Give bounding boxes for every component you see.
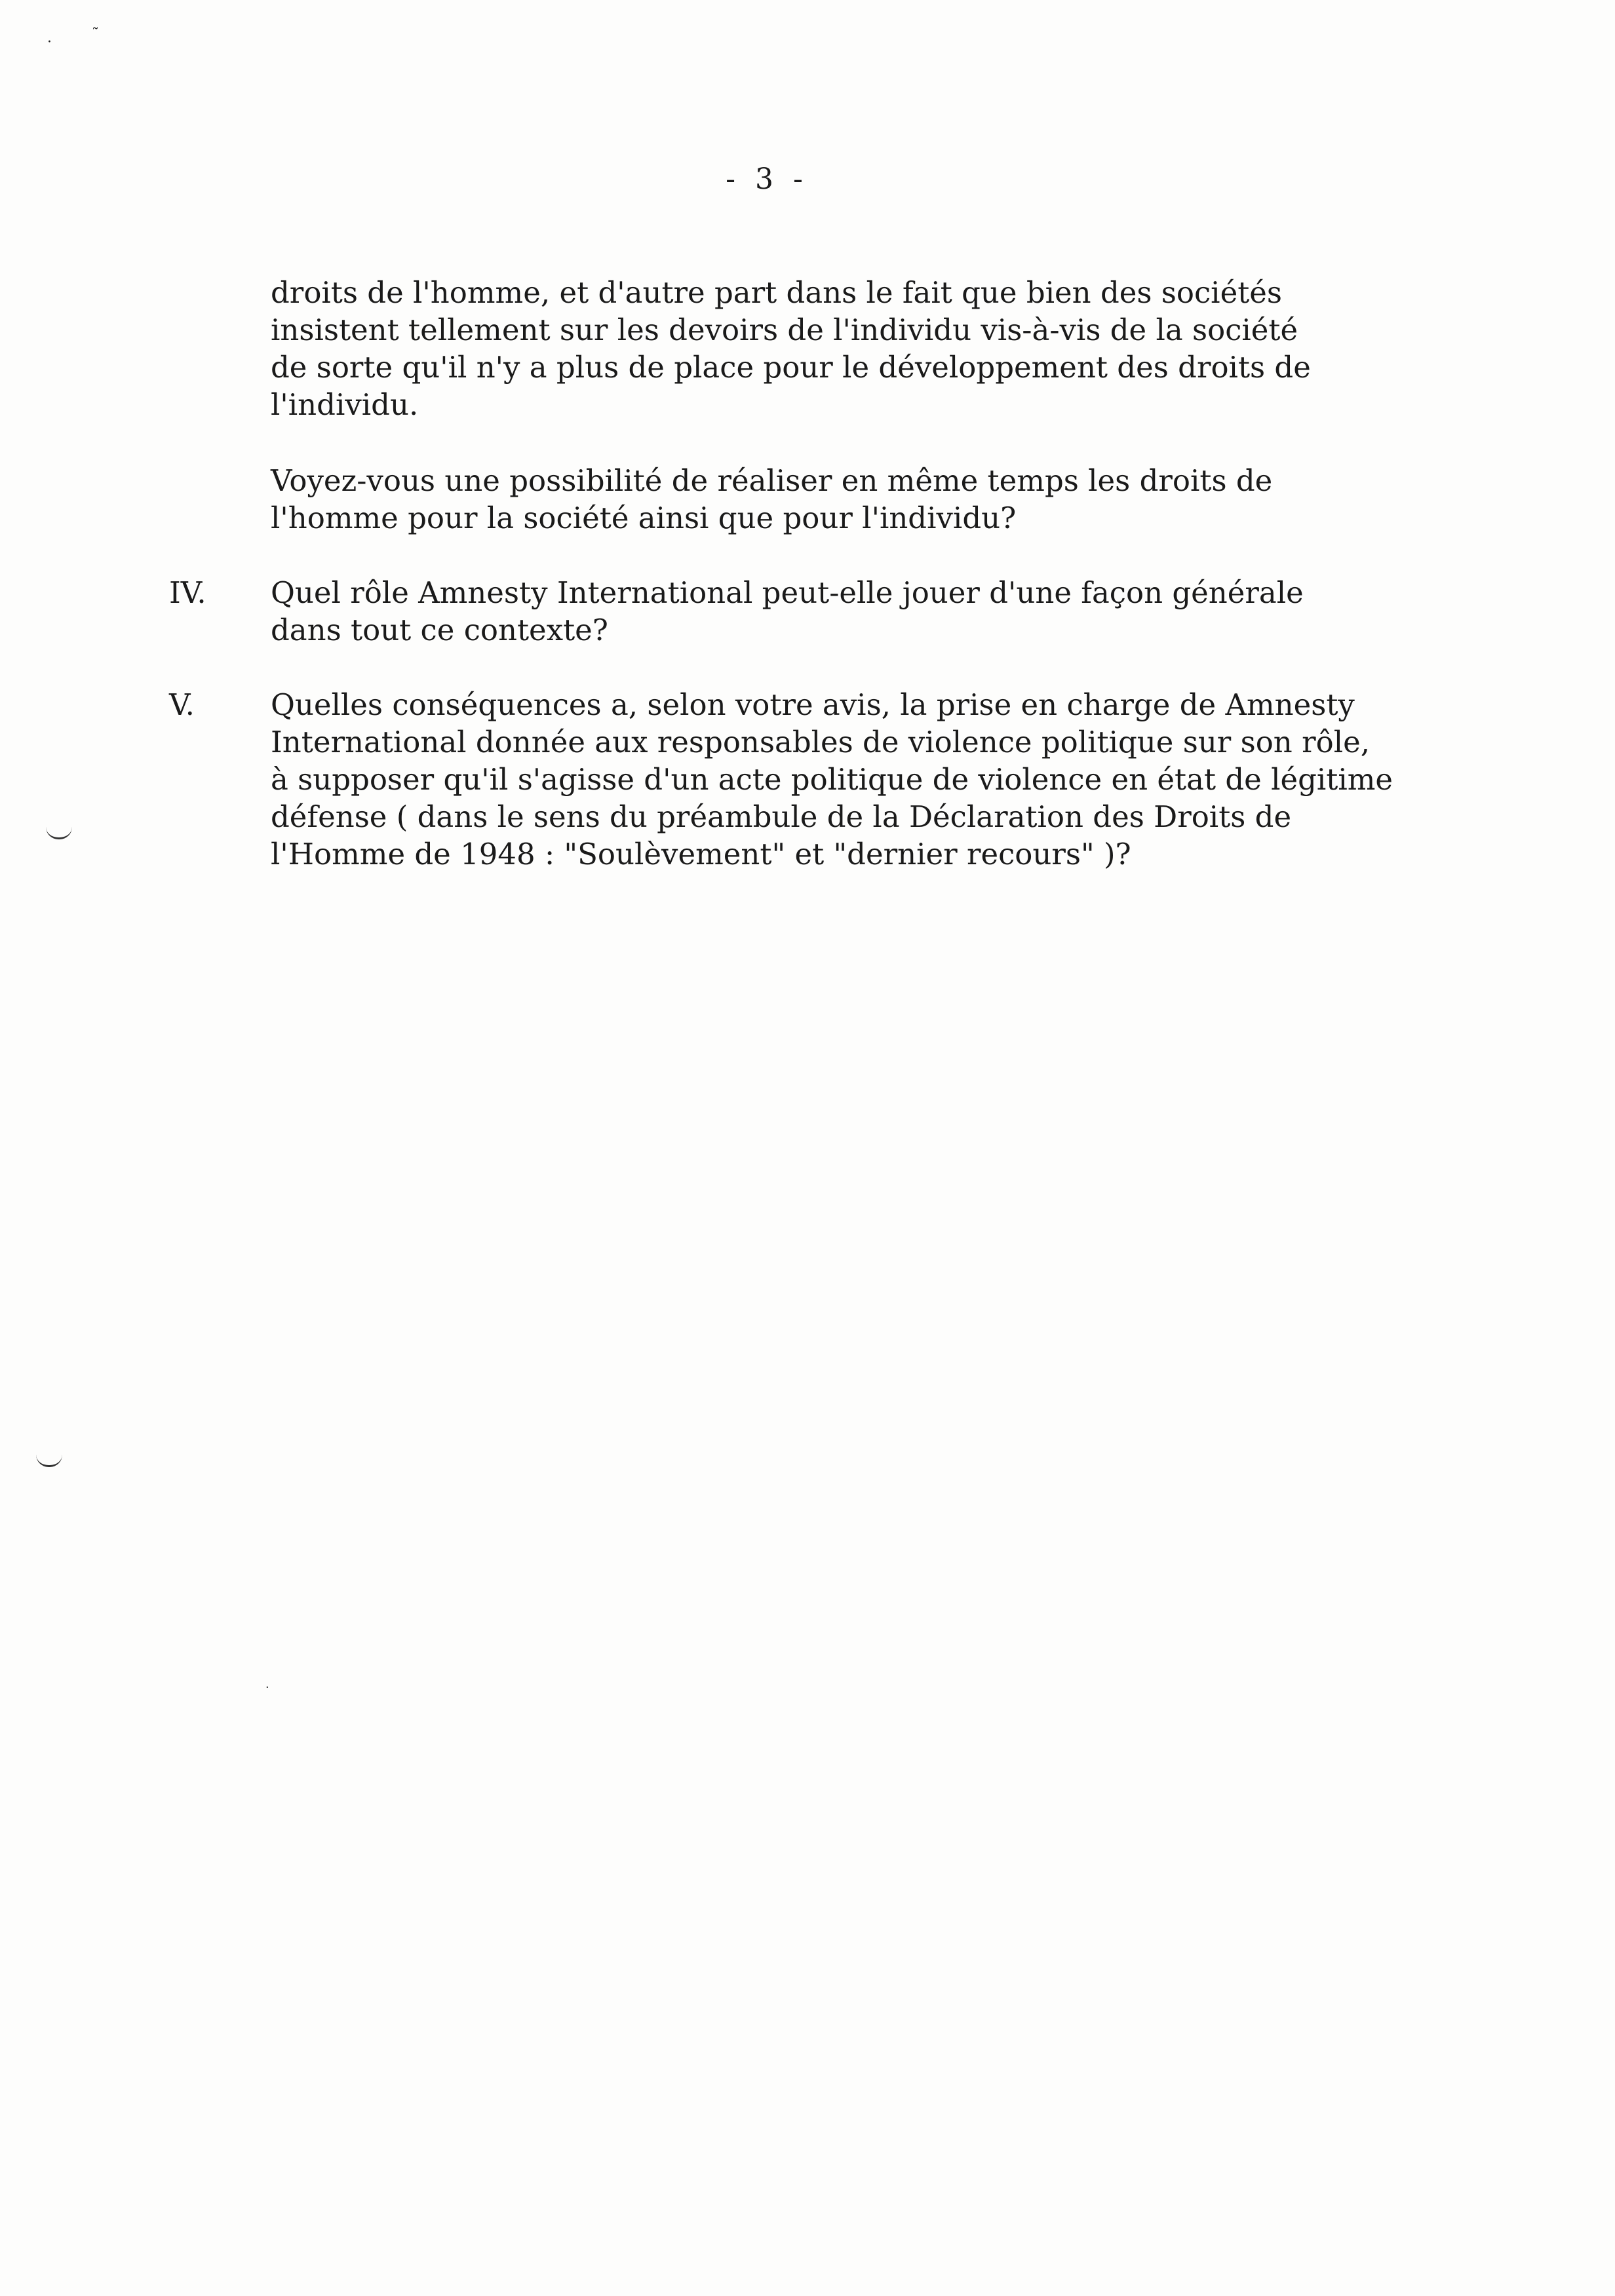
text-line: l'Homme de 1948 : "Soulèvement" et "dernier recours" )?: [271, 837, 1131, 871]
scan-mark: ·: [265, 1681, 269, 1694]
text-line: l'homme pour la société ainsi que pour l'individu?: [271, 501, 1017, 535]
question-number: IV.: [169, 575, 206, 610]
text-line: Voyez-vous une possibilité de réaliser en même temps les droits de: [271, 463, 1273, 498]
text-line: International donnée aux responsables de violence politique sur son rôle,: [271, 725, 1371, 759]
page-number: - 3 -: [726, 163, 808, 196]
punch-hole-mark: [46, 827, 72, 839]
text-line: insistent tellement sur les devoirs de l'individu vis-à-vis de la société: [271, 313, 1298, 347]
text-line: Quel rôle Amnesty International peut-elle jouer d'une façon générale: [271, 575, 1304, 610]
text-line: Quelles conséquences a, selon votre avis, la prise en charge de Amnesty: [271, 687, 1355, 722]
text-line: de sorte qu'il n'y a plus de place pour le développement des droits de: [271, 350, 1311, 385]
paragraph-rights-continuation: [271, 274, 1516, 423]
text-line: dans tout ce contexte?: [271, 613, 608, 647]
text-line: droits de l'homme, et d'autre part dans le fait que bien des sociétés: [271, 275, 1283, 310]
scan-mark: ·: [47, 34, 52, 50]
paragraph-question-society: [271, 462, 1516, 537]
punch-hole-mark: [36, 1455, 62, 1467]
scan-mark: ˜: [92, 26, 99, 43]
question-number: V.: [169, 687, 195, 722]
question-text: [271, 686, 1393, 873]
text-line: défense ( dans le sens du préambule de la Déclaration des Droits de: [271, 799, 1292, 834]
question-text: [271, 574, 1304, 649]
text-line: à supposer qu'il s'agisse d'un acte politique de violence en état de légitime: [271, 762, 1393, 797]
text-line: l'individu.: [271, 387, 419, 422]
